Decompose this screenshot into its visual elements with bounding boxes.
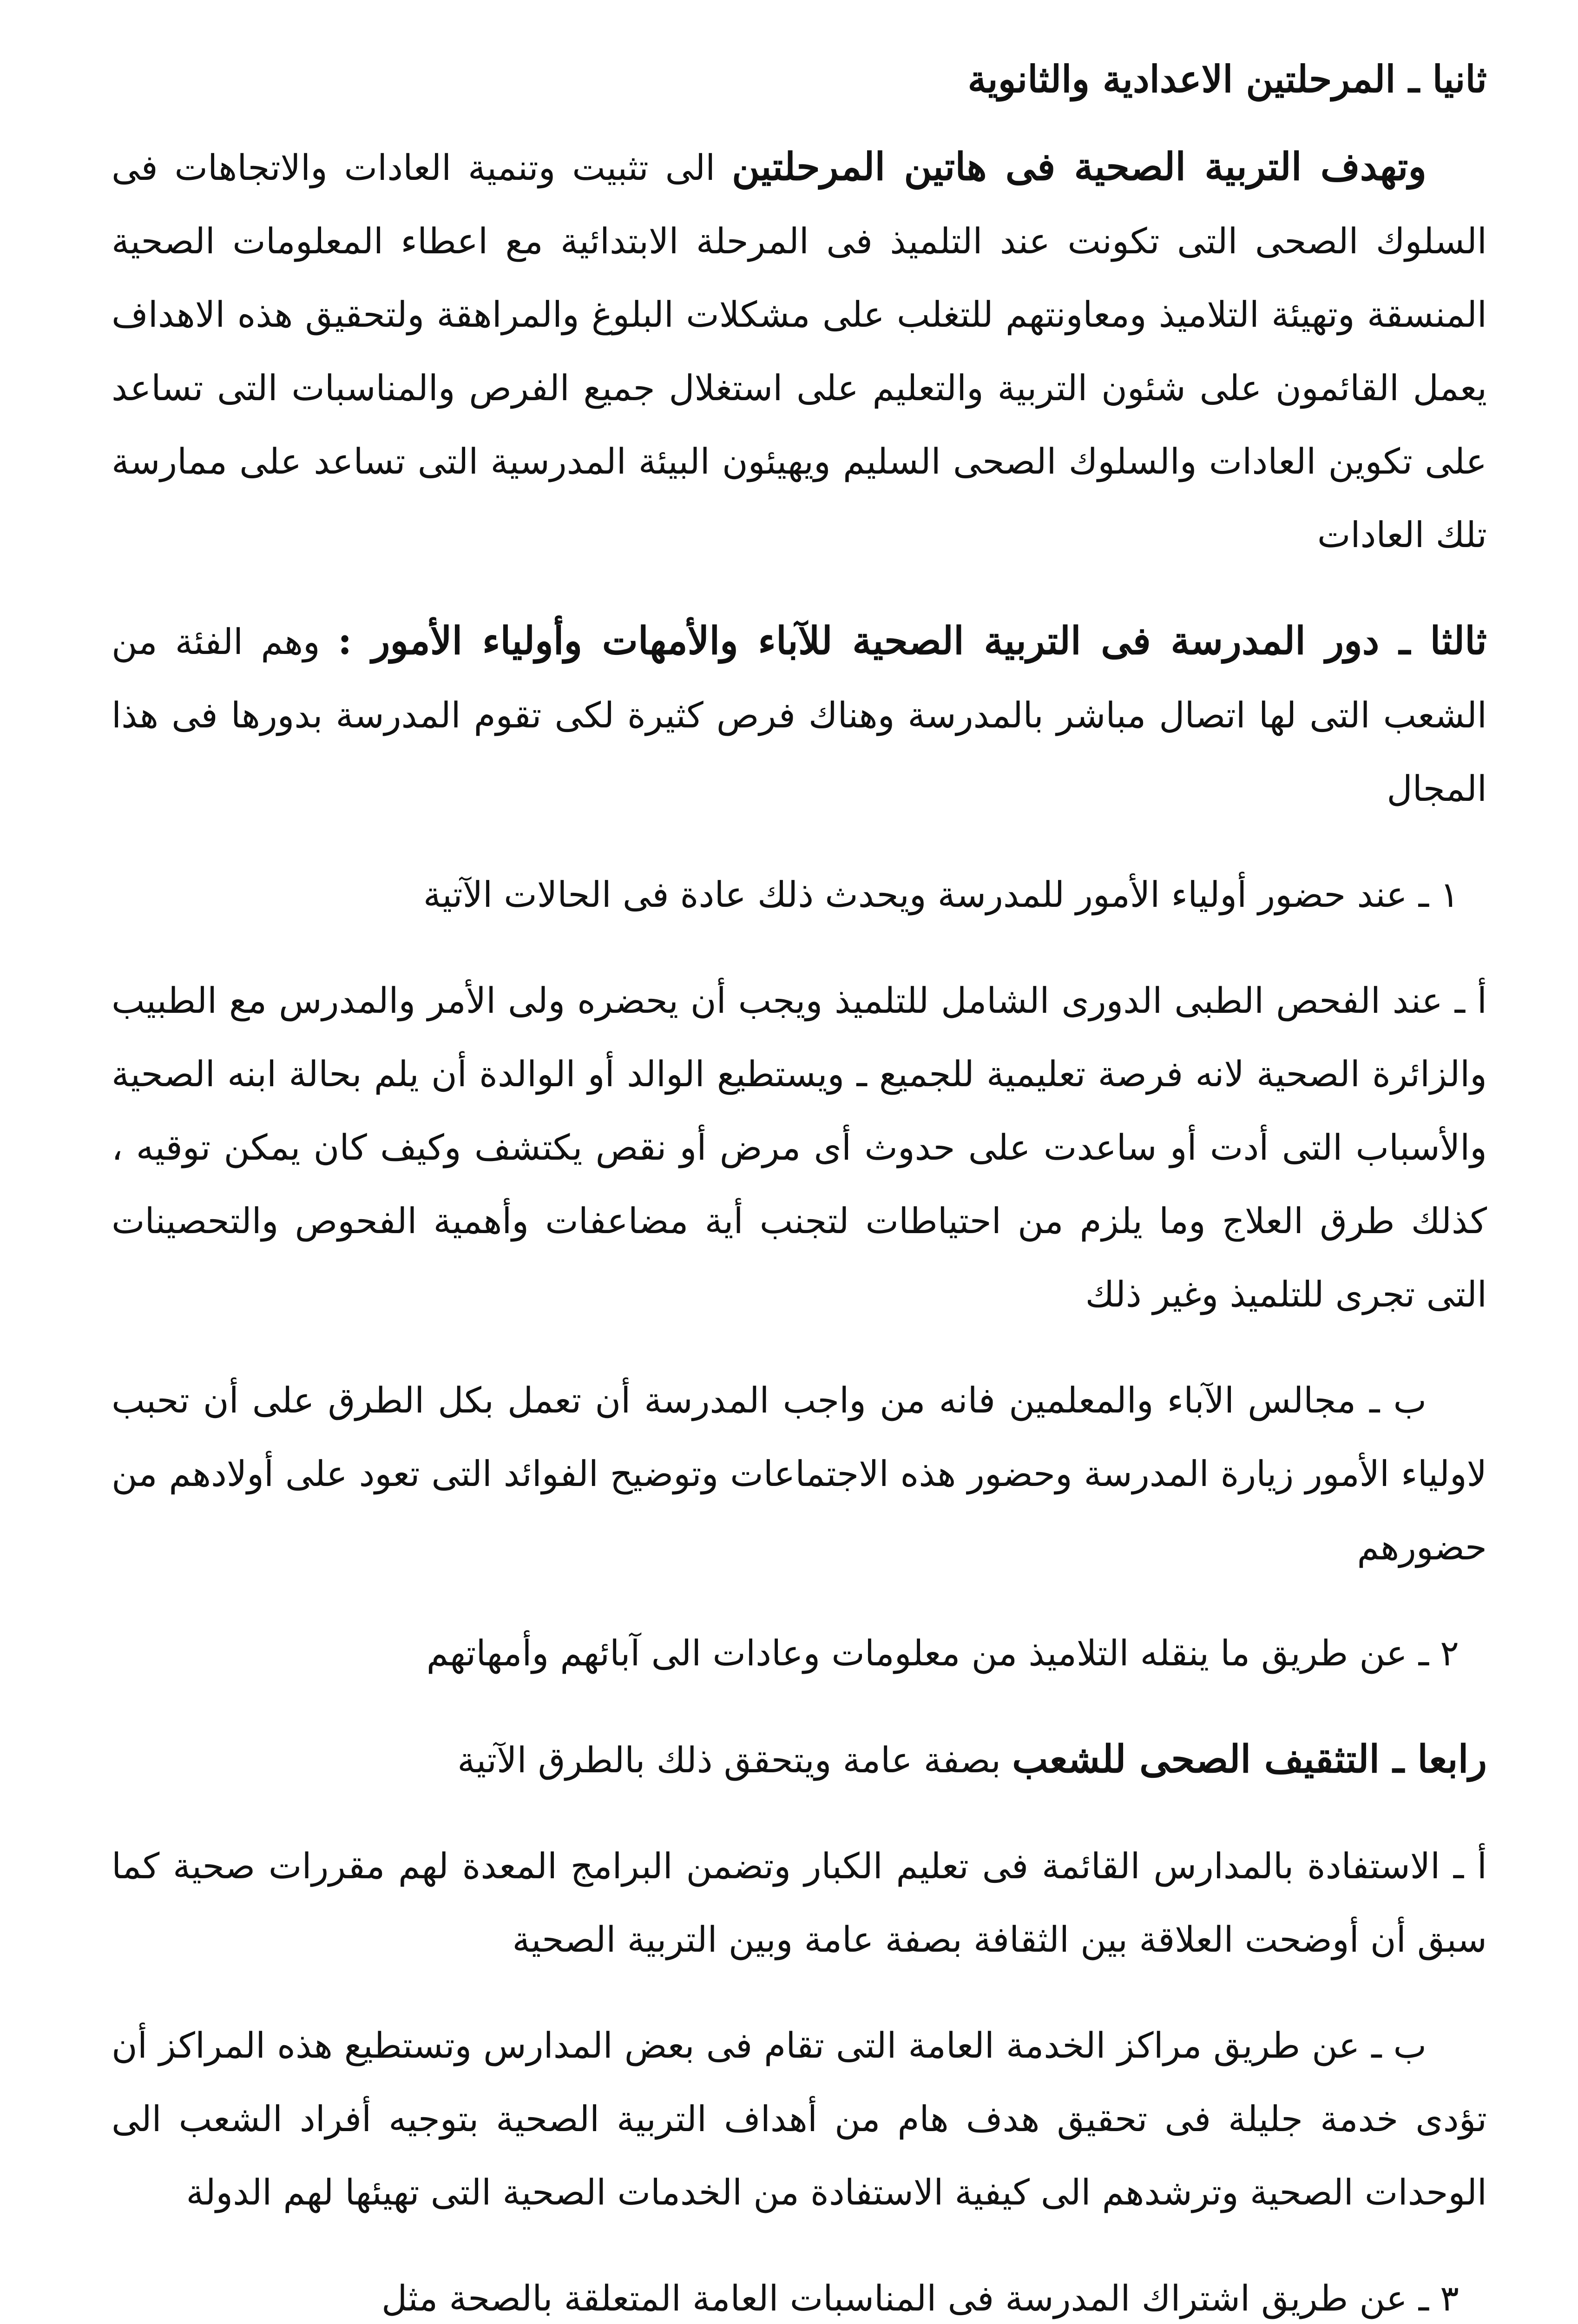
bold-lead-parents: ثالثا ـ دور المدرسة فى التربية الصحية للآباء والأمهات وأولياء الأمور : <box>337 619 1487 663</box>
page-body <box>112 42 1487 2324</box>
list-item-a: أ ـ الاستفادة بالمدارس القائمة فى تعليم الكبار وتضمن البرامج المعدة لهم مقررات صحية كما سبق أن أوضحت العلاقة بين الثقافة بصفة عامة وبين التربية الصحية <box>112 1845 1487 1960</box>
list-item-2: ٢ ـ عن طريق ما ينقله التلاميذ من معلومات وعادات الى آبائهم وأمهاتهم <box>426 1632 1459 1674</box>
list-item-1: ١ ـ عند حضور أولياء الأمور للمدرسة ويحدث ذلك عادة فى الحالات الآتية <box>423 874 1459 915</box>
list-item-1b: ب ـ مجالس الآباء والمعلمين فانه من واجب المدرسة أن تعمل بكل الطرق على أن تحبب لاولياء الأمور زيارة المدرسة وحضور هذه الاجتماعات وتوضيح الفوائد التى تعود على أولادهم من حضورهم <box>112 1380 1487 1568</box>
bold-lead-public: رابعا ـ التثقيف الصحى للشعب <box>1012 1737 1487 1782</box>
paragraph-text-public: بصفة عامة ويتحقق ذلك بالطرق الآتية <box>457 1739 1013 1781</box>
paragraph-text-secondary: الى تثبيت وتنمية العادات والاتجاهات فى السلوك الصحى التى تكونت عند التلميذ فى المرحلة الابتدائية مع اعطاء المعلومات الصحية المنسقة وتهيئة التلاميذ ومعاونتهم للتغلب على مشكلات البلوغ والمراهقة ولتحقيق هذه الاهداف يعمل القائمون على شئون التربية والتعليم على استغلال جميع الفرص والمناسبات التى تساعد على تكوين العادات والسلوك الصحى السليم ويهيئون البيئة المدرسية التى تساعد على ممارسة تلك العادات <box>112 147 1487 555</box>
paragraph-parents-role <box>112 604 1487 825</box>
list-item-3: ٣ ـ عن طريق اشتراك المدرسة فى المناسبات العامة المتعلقة بالصحة مثل <box>381 2278 1459 2319</box>
section-heading-secondary-stages: ثانيا ـ المرحلتين الاعدادية والثانوية <box>967 57 1487 101</box>
list-item-b: ب ـ عن طريق مراكز الخدمة العامة التى تقام فى بعض المدارس وتستطيع هذه المراكز أن تؤدى خدمة جليلة فى تحقيق هدف هام من أهداف التربية الصحية بتوجيه أفراد الشعب الى الوحدات الصحية وترشدهم الى كيفية الاستفادة من الخدمات الصحية التى تهيئها لهم الدولة <box>112 2025 1487 2213</box>
bold-lead-secondary: وتهدف التربية الصحية فى هاتين المرحلتين <box>732 145 1427 189</box>
paragraph-text-parents: وهم الفئة من الشعب التى لها اتصال مباشر بالمدرسة وهناك فرص كثيرة لكى تقوم المدرسة بدورها فى هذا المجال <box>112 621 1487 809</box>
paragraph-public-education <box>112 1723 1487 1797</box>
paragraph-secondary-goals <box>112 130 1487 572</box>
list-item-1a: أ ـ عند الفحص الطبى الدورى الشامل للتلميذ ويجب أن يحضره ولى الأمر والمدرس مع الطبيب والزائرة الصحية لانه فرصة تعليمية للجميع ـ ويستطيع الوالد أو الوالدة أن يلم بحالة ابنه الصحية والأسباب التى أدت أو ساعدت على حدوث أى مرض أو نقص يكتشف وكيف كان يمكن توقيه ، كذلك طرق العلاج وما يلزم من احتياطات لتجنب أية مضاعفات وأهمية الفحوص والتحصينات التى تجرى للتلميذ وغير ذلك <box>112 980 1487 1315</box>
